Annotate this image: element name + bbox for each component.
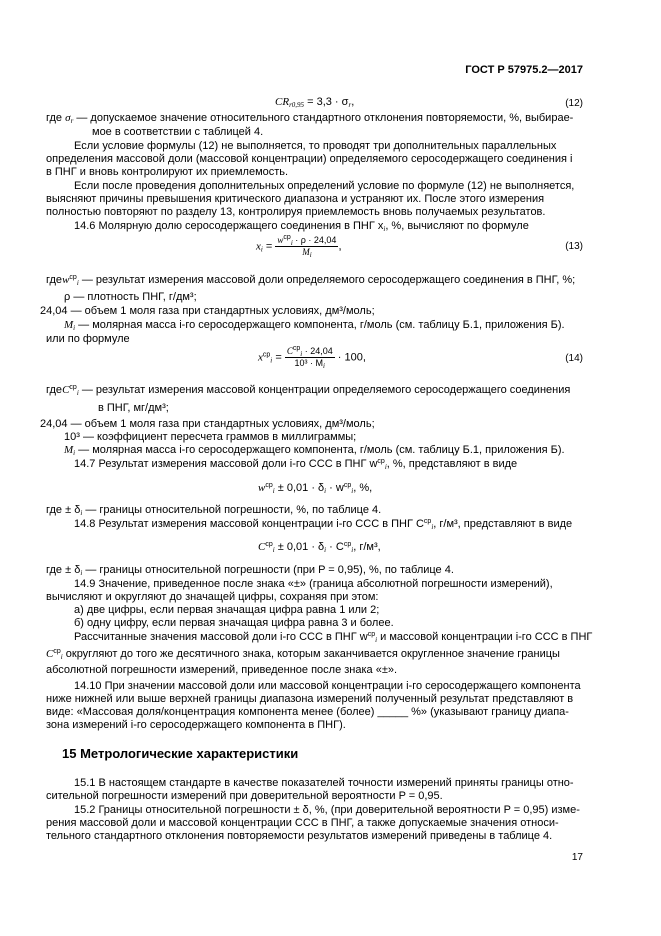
where-13-molvol: 24,04 — объем 1 моля газа при стандартных условиях, дм³/моль; bbox=[40, 305, 375, 317]
formula-14-num-c: C bbox=[286, 346, 293, 356]
rounding-line2-sym: C bbox=[46, 648, 54, 660]
formula-13-eq: = bbox=[265, 240, 273, 253]
where-14-line1 bbox=[46, 384, 592, 398]
where-w bbox=[46, 504, 381, 518]
where-14-coeff: 10³ — коэффициент пересчета граммов в миллиграммы; bbox=[64, 431, 357, 443]
where-14-sup: ср bbox=[69, 384, 77, 391]
where-13-rho: ρ — плотность ПНГ, г/дм³; bbox=[64, 291, 197, 303]
where-14-sub: i bbox=[76, 389, 79, 397]
para-b-line2: выясняют причины превышения критического диапазона и устраняют их. После этого измерения bbox=[46, 193, 545, 205]
formula-w-tail2-sub: i bbox=[351, 487, 354, 495]
formula-12-rhs-sub: r bbox=[348, 101, 352, 109]
formula-w bbox=[258, 482, 372, 496]
formula-13-comma: , bbox=[338, 240, 342, 253]
where-13-molar-sub: i bbox=[73, 324, 76, 332]
where-12-lead: где bbox=[46, 112, 63, 124]
where-12 bbox=[46, 112, 592, 126]
rounding-line2-sup: ср bbox=[53, 648, 61, 655]
clause-14-9-line1: 14.9 Значение, приведенное после знака «±» (граница абсолютной погрешности измерений), bbox=[74, 578, 553, 590]
formula-c-tail2-sub: i bbox=[351, 546, 354, 554]
formula-14-lhs-sub: i bbox=[270, 356, 273, 365]
where-c bbox=[46, 564, 454, 578]
rounding-line2-sub: i bbox=[60, 653, 63, 661]
where-13-molar bbox=[64, 319, 565, 333]
formula-14-num-tail: · 24,04 bbox=[304, 346, 333, 356]
where-w-tail: — границы относительной погрешности, %, по таблице 4. bbox=[82, 504, 382, 516]
formula-w-tail-sub: i bbox=[324, 487, 327, 495]
formula-c-tail-sub: i bbox=[324, 546, 327, 554]
formula-c-tail: ± 0,01 · δ bbox=[274, 541, 325, 553]
rounding-line2-text: округляют до того же десятичного знака, которым заканчивается округленное значение границы bbox=[62, 648, 560, 660]
clause-14-10-line2: ниже нижней или выше верхней границы диапазона измерений полученный результат представляют в bbox=[46, 693, 574, 705]
clause-14-7-tail: , %, представляют в виде bbox=[386, 458, 518, 470]
where-14-text: — результат измерения массовой концентрации определяемого серосодержащего соединения bbox=[78, 384, 571, 396]
formula-w-end: , %, bbox=[353, 482, 373, 494]
formula-13-num-sub: i bbox=[290, 239, 293, 247]
formula-w-tail: ± 0,01 · δ bbox=[274, 482, 325, 494]
rounding-line3: абсолютной погрешности измерений, приведенное после знака «±». bbox=[46, 664, 398, 676]
clause-15-1-line1: 15.1 В настоящем стандарте в качестве показателей точности измерений приняты границы отно- bbox=[74, 777, 574, 789]
rounding-line1-sup: ср bbox=[367, 631, 376, 638]
where-14-line1b: в ПНГ, мг/дм³; bbox=[98, 402, 169, 414]
clause-14-7-sub: i bbox=[384, 463, 387, 471]
clause-14-10-line1: 14.10 При значении массовой доли или массовой концентрации i-го серосодержащего компонента bbox=[74, 680, 581, 692]
formula-14 bbox=[258, 346, 366, 369]
clause-14-7-text: 14.7 Результат измерения массовой доли i-го ССС в ПНГ w bbox=[74, 458, 378, 470]
rounding-line1 bbox=[74, 631, 592, 645]
formula-c-sup: ср bbox=[265, 541, 273, 548]
clause-14-7 bbox=[74, 458, 517, 472]
clause-14-10-line3: виде: «Массовая доля/концентрация компонента менее (более) _____ %» (указывают границу диапа- bbox=[46, 706, 569, 718]
formula-13-lhs-sub: i bbox=[260, 245, 263, 254]
where-c-text: где ± δ bbox=[46, 564, 81, 576]
formula-14-lhs: x bbox=[258, 351, 263, 364]
clause-15-2-line1: 15.2 Границы относительной погрешности ± δ, %, (при доверительной вероятности P = 0,95) изме- bbox=[74, 804, 580, 816]
formula-13-number: (13) bbox=[565, 241, 583, 252]
formula-14-num-sup: ср bbox=[292, 345, 301, 352]
where-13-or-formula: или по формуле bbox=[46, 333, 130, 345]
formula-w-tail2: · w bbox=[326, 482, 344, 494]
clause-14-6-sub: i bbox=[383, 225, 386, 233]
clause-14-6-tail: , %, вычисляют по формуле bbox=[385, 220, 529, 232]
clause-14-9-item-b: б) одну цифру, если первая значащая цифра равна 3 и более. bbox=[74, 617, 394, 629]
formula-c-tail2: · C bbox=[326, 541, 344, 553]
clause-14-6 bbox=[74, 220, 529, 234]
formula-14-fraction bbox=[285, 346, 335, 369]
where-14-molar bbox=[64, 444, 565, 458]
formula-c-sub: i bbox=[272, 546, 275, 554]
rounding-line1-sub: i bbox=[375, 636, 378, 644]
where-14-sym: C bbox=[62, 384, 70, 396]
formula-14-den-sub: i bbox=[323, 362, 325, 370]
clause-15-2-line3: тельного стандартного отклонения повторяемости результатов измерений приведены в таблице 4. bbox=[46, 830, 553, 842]
formula-12-sub: r0,95 bbox=[289, 101, 305, 109]
formula-12-comma: , bbox=[351, 96, 355, 108]
clause-15-2-line2: рения массовой доли и массовой концентрации ССС в ПНГ, а также допускаемые значения относи- bbox=[46, 817, 559, 829]
where-13-text: — результат измерения массовой доли определяемого серосодержащего соединения в ПНГ, %; bbox=[78, 274, 576, 286]
formula-w-sym: w bbox=[258, 482, 266, 494]
where-13-sup: ср bbox=[69, 274, 77, 281]
clause-14-8-sup: ср bbox=[423, 518, 432, 525]
where-w-text: где ± δ bbox=[46, 504, 81, 516]
formula-w-tail2-sup: ср bbox=[343, 482, 352, 489]
clause-15-1-line2: сительной погрешности измерений при доверительной вероятности P = 0,95. bbox=[46, 790, 443, 802]
where-12-line2: мое в соответствии с таблицей 4. bbox=[92, 126, 264, 138]
formula-12 bbox=[275, 96, 354, 110]
formula-12-rhs: = 3,3 · σ bbox=[307, 96, 349, 108]
formula-c-end: , г/м³, bbox=[353, 541, 381, 553]
formula-13-numerator bbox=[275, 235, 338, 247]
para-b-line3: полностью повторяют по разделу 13, контролируя приемлемость вновь получаемых результатов. bbox=[46, 206, 546, 218]
formula-14-tail: · 100, bbox=[337, 351, 366, 364]
formula-13 bbox=[256, 235, 342, 258]
formula-12-lhs: CR bbox=[275, 96, 290, 108]
clause-14-9-item-a: а) две цифры, если первая значащая цифра равна 1 или 2; bbox=[74, 604, 380, 616]
formula-w-sup: ср bbox=[265, 482, 273, 489]
where-12-sym: σ bbox=[65, 112, 71, 124]
where-14-molar-text: — молярная масса i-го серосодержащего компонента, г/моль (см. таблицу Б.1, приложения Б). bbox=[75, 444, 565, 456]
formula-c bbox=[258, 541, 381, 555]
where-14-molar-sub: i bbox=[73, 449, 76, 457]
where-13-sym: w bbox=[62, 274, 70, 286]
formula-14-den: 10³ · M bbox=[294, 358, 324, 368]
formula-14-denominator bbox=[285, 358, 335, 369]
formula-13-den-m: M bbox=[302, 247, 310, 257]
where-14-lead: где bbox=[46, 384, 63, 396]
rounding-line2 bbox=[46, 648, 560, 662]
clause-14-8-text: 14.8 Результат измерения массовой концентрации i-го ССС в ПНГ C bbox=[74, 518, 424, 530]
formula-c-tail2-sup: ср bbox=[343, 541, 352, 548]
formula-13-fraction bbox=[275, 235, 338, 258]
formula-13-den-sub: i bbox=[309, 251, 312, 259]
clause-14-9-line2: вычисляют и округляют до значащей цифры, сохраняя при этом: bbox=[46, 591, 379, 603]
section-15-title: 15 Метрологические характеристики bbox=[62, 746, 299, 761]
formula-c-sym: C bbox=[258, 541, 266, 553]
where-c-sub: i bbox=[80, 569, 83, 577]
formula-14-lhs-sup: ср bbox=[262, 351, 271, 359]
where-13-line1 bbox=[46, 274, 575, 288]
formula-13-num-w: w bbox=[277, 235, 284, 245]
clause-14-10-line4: зона измерений i-го серосодержащего компонента в ПНГ). bbox=[46, 719, 346, 731]
where-14-molar-sym: M bbox=[64, 444, 74, 456]
rounding-line1-b: и массовой концентрации i-го ССС в ПНГ bbox=[377, 631, 593, 643]
formula-14-eq: = bbox=[275, 351, 282, 364]
clause-14-7-sup: ср bbox=[377, 458, 385, 465]
formula-13-num-tail: · ρ · 24,04 bbox=[295, 235, 337, 245]
where-13-lead: где bbox=[46, 274, 63, 286]
rounding-line1-a: Рассчитанные значения массовой доли i-го ССС в ПНГ w bbox=[74, 631, 368, 643]
where-12-sym-sub: r bbox=[70, 117, 74, 125]
formula-14-numerator bbox=[285, 346, 335, 358]
para-b-line1: Если после проведения дополнительных определений условие по формуле (12) не выполняется, bbox=[74, 180, 575, 192]
formula-12-number: (12) bbox=[565, 98, 583, 109]
where-w-sub: i bbox=[80, 509, 83, 517]
where-12-line1: — допускаемое значение относительного стандартного отклонения повторяемости, %, выбирае- bbox=[73, 112, 574, 124]
para-a-line3: в ПНГ и вновь контролируют их приемлемость. bbox=[46, 166, 289, 178]
para-a-line1: Если условие формулы (12) не выполняется, то проводят три дополнительных параллельных bbox=[74, 140, 557, 152]
formula-14-num-sub: i bbox=[300, 350, 303, 358]
formula-w-sub: i bbox=[272, 487, 275, 495]
where-13-sub: i bbox=[76, 279, 79, 287]
where-13-molar-text: — молярная масса i-го серосодержащего компонента, г/моль (см. таблицу Б.1, приложения Б). bbox=[75, 319, 565, 331]
para-a-line2: определения массовой доли (массовой концентрации) определяемого серосодержащего соединения i bbox=[46, 153, 573, 165]
formula-14-number: (14) bbox=[565, 353, 583, 364]
page-number: 17 bbox=[571, 852, 583, 863]
where-c-tail: — границы относительной погрешности (при P = 0,95), %, по таблице 4. bbox=[82, 564, 454, 576]
document-header: ГОСТ Р 57975.2—2017 bbox=[465, 64, 583, 76]
clause-14-8-tail: , г/м³, представляют в виде bbox=[433, 518, 573, 530]
formula-13-num-sup: ср bbox=[283, 234, 291, 241]
clause-14-8 bbox=[74, 518, 572, 532]
clause-14-6-text: 14.6 Молярную долю серосодержащего соединения в ПНГ x bbox=[74, 220, 384, 232]
formula-13-denominator bbox=[275, 247, 338, 258]
clause-14-8-sub: i bbox=[431, 523, 434, 531]
where-13-molar-sym: M bbox=[64, 319, 74, 331]
formula-13-lhs: x bbox=[256, 240, 261, 253]
where-14-molvol: 24,04 — объем 1 моля газа при стандартных условиях, дм³/моль; bbox=[40, 418, 375, 430]
